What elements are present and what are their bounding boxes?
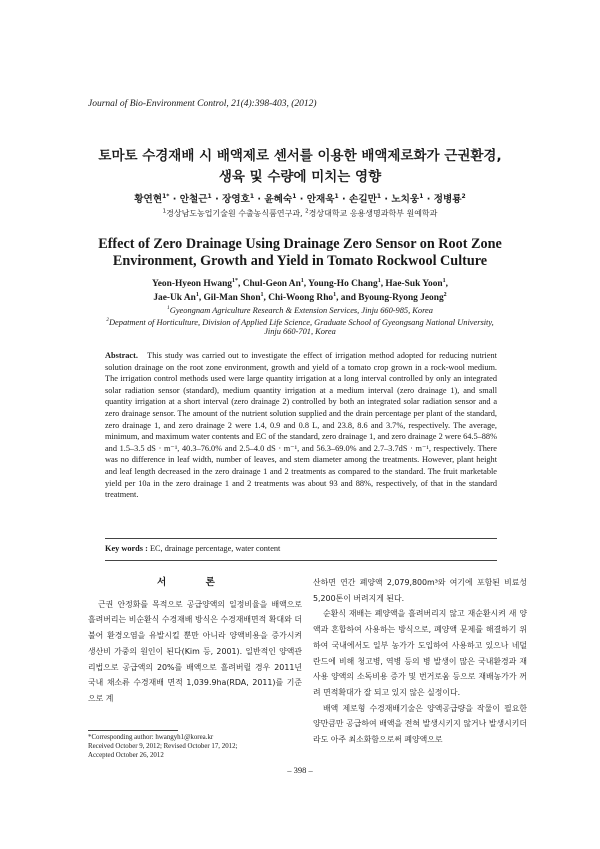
abstract-text: This study was carried out to investigate the effect of irrigation method adopted for reducing nutrient solution drainage on the root zone environment, growth and yield of a tomato crop grown in a rock-wool medium. The irrigation control methods used were large quantity irrigation at a long interval controlled by only an integrated solar radiation sensor (standard), medium quantity irrigation at a medium interval (zero drainage 1), and small quantity irrigation at a short interval (zero drainage 2) controlled by both an integrated solar radiation sensor and a zero drainage sensor. The amount of the nutrient solution supplied and the drain percentage per plant of the standard, zero drainage 1, and zero drainage 2 were 1.4, 0.9 and 0.8 L, and 23.8, 8.6 and 3.7%, respectively. The average, minimum, and maximum water contents and EC of the standard, zero drainage 1, and zero drainage 2 were 64.5–88% and 1.5–3.5 dS · m⁻¹, 40.3–76.0% and 2.5–4.0 dS · m⁻¹, and 56.3–69.0% and 2.7–3.7dS · m⁻¹, respectively. There was no difference in leaf width, number of leaves, and stem diameter among the treatments. However, plant height and leaf length decreased in the zero drainage 1 and 2 treatments as compared to the standard. The fruit marketable yield per 10a in the zero drainage 1 and 2 treatments was about 93 and 88%, respectively, of that in the standard treatment. bbox=[105, 351, 497, 500]
keywords-bottom-rule bbox=[105, 560, 497, 561]
english-author-sup: 1 bbox=[442, 278, 446, 284]
english-author-sup: 1 bbox=[260, 292, 264, 298]
english-author-sup: 1 bbox=[300, 278, 304, 284]
korean-author: 윤혜숙 bbox=[264, 194, 293, 205]
english-author-sup: 1* bbox=[232, 278, 238, 284]
corresponding-author: *Corresponding author: hwangyh1@korea.kr bbox=[88, 734, 214, 741]
english-author: Byoung-Ryong Jeong bbox=[358, 293, 444, 304]
english-affil-1-text: Gyeongnam Agriculture Research & Extension Services, Jinju 660-985, Korea bbox=[169, 305, 433, 315]
korean-affiliations bbox=[40, 208, 560, 219]
affil-sup: 2 bbox=[106, 317, 109, 323]
korean-affil-1: 경상남도농업기술원 수출농식품연구과, bbox=[166, 209, 303, 218]
english-author: Jae-Uk An bbox=[153, 293, 196, 304]
keywords-text: EC, drainage percentage, water content bbox=[149, 544, 281, 553]
section-heading-introduction: 서 론 bbox=[157, 577, 233, 588]
korean-author: 안철근 bbox=[179, 194, 208, 205]
intro-paragraph-2: 순환식 재배는 폐양액을 흘려버리지 않고 재순환시켜 새 양액과 혼합하여 사용하는 방식으로, 폐양액 문제를 해결하기 위하여 국내에서도 일부 농가가 도입하여 사용하고 있으나 네덜란드에 비해 청고병, 역병 등의 병 발생이 많은 국내환경과 재사용 양액의 소독비용 증가 및 번거로움 등으로 재배농가가 꺼려 면적확대가 잘 되고 있지 않은 실정이다. bbox=[313, 609, 527, 697]
body-column-left bbox=[88, 575, 302, 707]
english-author-list-line1: Yeon-Hyeon Hwang$^{1*}$, Chul-Geon An$^1$, Young-Ho Chang$^1$, Hae-Suk Yoon$^1$, bbox=[152, 278, 448, 290]
body-column-right bbox=[313, 575, 527, 748]
keywords-label: Key words : bbox=[105, 544, 148, 553]
korean-author-sup: 1 bbox=[292, 192, 297, 200]
korean-author: 정병룡 bbox=[433, 194, 462, 205]
korean-author-list: 황연현$^{1*}$ · 안철근$^1$ · 장영호$^1$ · 윤혜숙$^1$ · 안재욱$^1$ · 손길만$^1$ · 노치웅$^1$ · 정병룡$^2$ bbox=[134, 192, 466, 205]
page-number: – 398 – bbox=[287, 765, 313, 775]
english-author-sup: 1 bbox=[333, 292, 337, 298]
keywords-top-rule bbox=[105, 538, 497, 539]
intro-paragraph-continued: 산하면 연간 폐양액 2,079,800m³와 여기에 포함된 비료성 5,200톤이 버려지게 된다. bbox=[313, 578, 527, 603]
korean-author: 황연현 bbox=[134, 194, 163, 205]
english-author-sup: 1 bbox=[195, 292, 199, 298]
english-affil-2-line2: Jinju 660-701, Korea bbox=[264, 327, 336, 336]
korean-author: 안재욱 bbox=[306, 194, 335, 205]
korean-title-line1: 토마토 수경재배 시 배액제로 센서를 이용한 배액제로화가 근권환경, bbox=[98, 148, 502, 164]
english-author: Yeon-Hyeon Hwang bbox=[152, 279, 232, 290]
korean-author-sup: 1* bbox=[162, 192, 170, 200]
english-author: Hae-Suk Yoon bbox=[385, 279, 443, 290]
korean-author-sup: 1 bbox=[419, 192, 424, 200]
english-title-line2: Environment, Growth and Yield in Tomato Rockwool Culture bbox=[112, 253, 488, 269]
affil-sup: 1 bbox=[167, 305, 170, 311]
korean-author-sup: 1 bbox=[376, 192, 382, 200]
abstract bbox=[105, 350, 497, 501]
accepted-date: Accepted October 26, 2012 bbox=[88, 752, 164, 759]
english-author-sup: 1 bbox=[377, 278, 381, 284]
keywords bbox=[105, 544, 280, 553]
korean-author-sup: 1 bbox=[207, 192, 212, 200]
affil-sup: 2 bbox=[305, 208, 309, 215]
korean-author: 장영호 bbox=[222, 194, 250, 205]
korean-affil-2: 경상대학교 응용생명과학부 원예학과 bbox=[308, 209, 438, 218]
intro-paragraph-3: 배액 제로형 수경재배기술은 양액공급량을 작물이 필요한 양만큼만 공급하여 배액을 전혀 발생시키지 않거나 발생시키더라도 아주 최소화함으로써 폐양액으로 bbox=[313, 703, 527, 745]
footnote-rule bbox=[88, 730, 178, 731]
korean-author-sup: 2 bbox=[461, 192, 466, 200]
korean-author-sup: 1 bbox=[334, 192, 339, 200]
korean-title-line2: 생육 및 수량에 미치는 영향 bbox=[218, 169, 382, 185]
intro-paragraph-1: 근권 안정화를 목적으로 공급양액의 일정비율을 배액으로 흘려버리는 비순환식 수경재배 방식은 수경재배면적 확대와 더불어 환경오염을 유발시킬 뿐만 아니라 양액비용을 증가시켜 생산비 가중의 원인이 된다(Kim 등, 2001). 일반적인 양액관리법으로 공급액의 20%를 배액으로 흘려버릴 경우 2011년 국내 채소류 수경재배 면적 1,039.9ha(RDA, 2011)를 기준으로 계 bbox=[88, 599, 302, 703]
received-dates: Received October 9, 2012; Revised October 17, 2012; bbox=[88, 743, 238, 750]
english-author-list-line2: Jae-Uk An$^1$, Gil-Man Shon$^1$, Chi-Woong Rho$^1$, and Byoung-Ryong Jeong$^2$ bbox=[153, 292, 447, 304]
english-affil-2-text: Depatment of Horticulture, Division of Applied Life Science, Graduate School of Gyeongsang National University, bbox=[109, 317, 494, 327]
abstract-label: Abstract. bbox=[105, 351, 138, 360]
english-author: Chi-Woong Rho bbox=[268, 293, 334, 304]
footnote bbox=[88, 733, 237, 760]
english-title-line1: Effect of Zero Drainage Using Drainage Zero Sensor on Root Zone bbox=[98, 236, 502, 252]
english-author: Chul-Geon An bbox=[242, 279, 301, 290]
english-author-sup: 2 bbox=[443, 292, 447, 298]
korean-author: 노치웅 bbox=[391, 194, 420, 205]
affil-sup: 1 bbox=[162, 208, 167, 215]
korean-author: 손길만 bbox=[349, 194, 377, 205]
korean-author-sup: 1 bbox=[249, 192, 255, 200]
english-author: Young-Ho Chang bbox=[308, 279, 378, 290]
english-author: Gil-Man Shon bbox=[203, 293, 261, 304]
journal-citation: Journal of Bio-Environment Control, 21(4):398-403, (2012) bbox=[88, 99, 317, 109]
